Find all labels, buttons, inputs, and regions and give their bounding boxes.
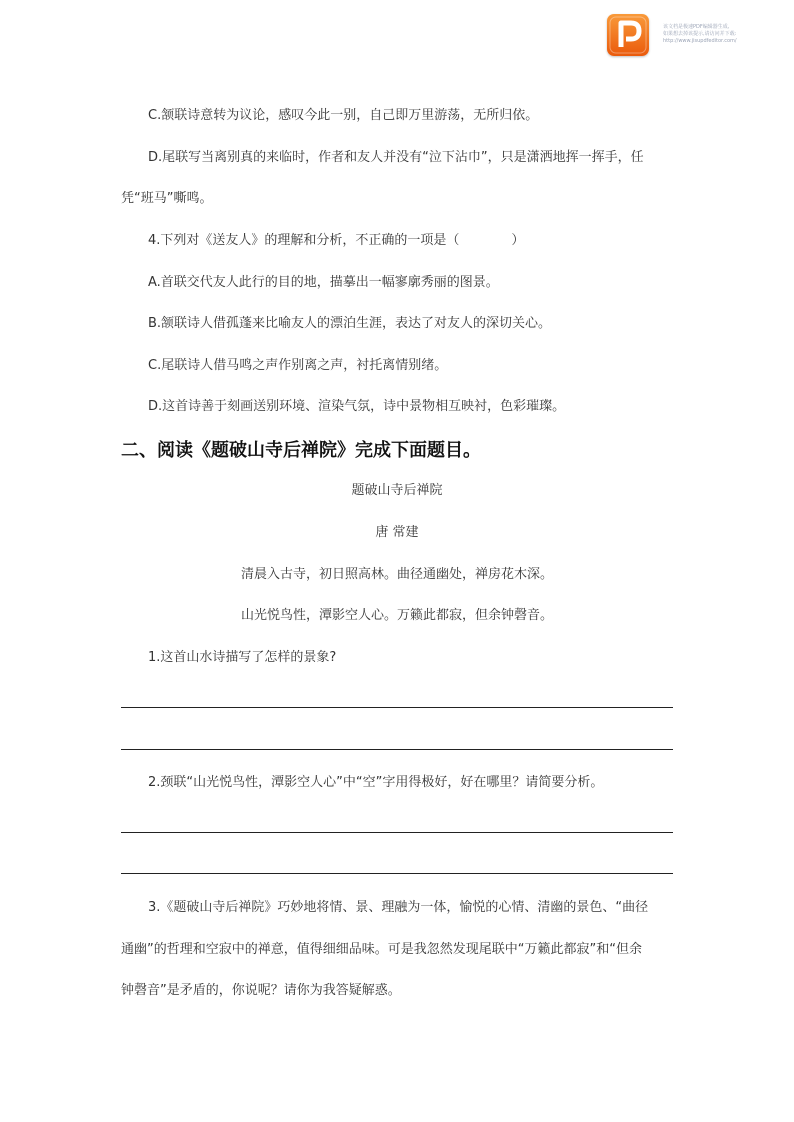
- poem-author: 唐 常建: [375, 525, 419, 540]
- watermark-line: 如果想去掉该提示,请访问并下载:: [663, 31, 737, 37]
- q3-option-c: C.颔联诗意转为议论，感叹今此一别，自己即万里游荡，无所归依。: [148, 108, 539, 123]
- q4-stem: [148, 231, 524, 251]
- q4-option-a: A.首联交代友人此行的目的地，描摹出一幅寥廓秀丽的图景。: [148, 275, 499, 290]
- pdf-editor-logo-icon: [607, 14, 649, 56]
- q3-option-d-line1: D.尾联写当离别真的来临时，作者和友人并没有“泣下沾巾”，只是潇洒地挥一挥手，任: [148, 150, 644, 165]
- q3-option-d-line2: 凭“班马”嘶鸣。: [121, 191, 213, 206]
- poem-title: 题破山寺后禅院: [351, 483, 443, 498]
- q4-option-c: C.尾联诗人借马鸣之声作别离之声，衬托离情别绪。: [148, 358, 448, 373]
- watermark-notice: [663, 24, 788, 45]
- watermark-link[interactable]: http://www.jisupdfeditor.com/: [663, 38, 737, 44]
- answer-line[interactable]: [121, 832, 673, 833]
- question-2: 2.颈联“山光悦鸟性，潭影空人心”中“空”字用得极好，好在哪里？请简要分析。: [148, 775, 604, 790]
- poem-line: 清晨入古寺，初日照高林。曲径通幽处，禅房花木深。: [240, 567, 553, 582]
- question-3-line3: 钟磬音”是矛盾的，你说呢？请你为我答疑解惑。: [121, 983, 401, 998]
- question-3-line2: 通幽”的哲理和空寂中的禅意，值得细细品味。可是我忽然发现尾联中“万籁此都寂”和“但余: [121, 942, 642, 957]
- answer-line[interactable]: [121, 873, 673, 874]
- question-3-line1: 3.《题破山寺后禅院》巧妙地将情、景、理融为一体，愉悦的心情、清幽的景色、“曲径: [148, 900, 649, 915]
- question-1: 1.这首山水诗描写了怎样的景象?: [148, 650, 337, 665]
- q4-option-d: D.这首诗善于刻画送别环境、渲染气氛，诗中景物相互映衬，色彩璀璨。: [148, 399, 566, 414]
- poem-line: 山光悦鸟性，潭影空人心。万籁此都寂，但余钟磬音。: [240, 608, 553, 623]
- q4-stem-close: ）: [511, 233, 525, 248]
- answer-line[interactable]: [121, 749, 673, 750]
- q4-option-b: B.颔联诗人借孤蓬来比喻友人的漂泊生涯，表达了对友人的深切关心。: [148, 316, 552, 331]
- watermark-line: 该文档是极速PDF编辑器生成,: [663, 24, 730, 30]
- answer-line[interactable]: [121, 707, 673, 708]
- q4-stem-text: 4.下列对《送友人》的理解和分析，不正确的一项是（: [148, 233, 460, 248]
- section-heading: 二、阅读《题破山寺后禅院》完成下面题目。: [121, 440, 481, 461]
